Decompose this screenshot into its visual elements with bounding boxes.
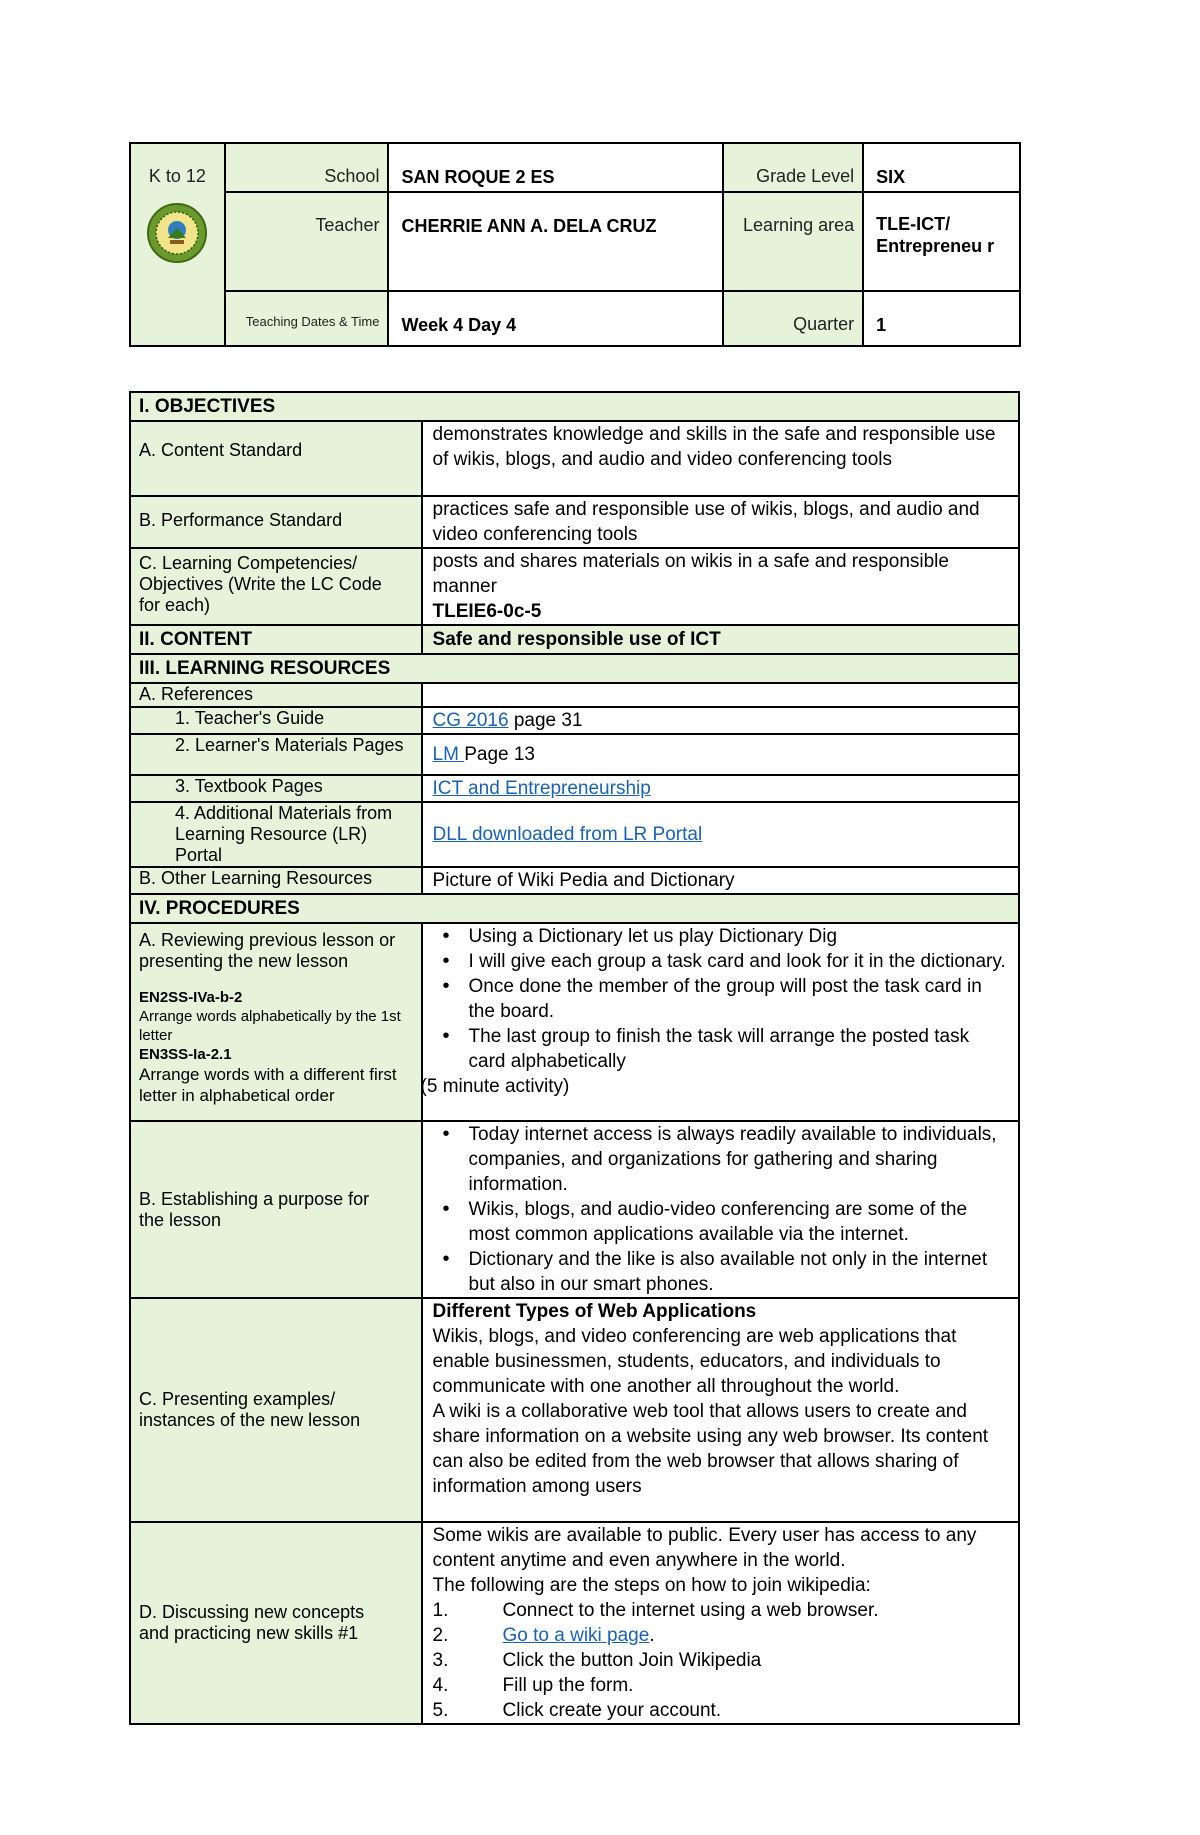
procedure-a-code2: EN3SS-Ia-2.1	[139, 1046, 232, 1063]
list-item: • The last group to finish the task will arrange the posted task card alphabetically	[469, 1024, 1010, 1074]
learners-materials-label: 2. Learner's Materials Pages	[130, 734, 422, 775]
procedure-d-content	[422, 1522, 1019, 1724]
procedure-a-code1: EN2SS-IVa-b-2	[139, 989, 243, 1006]
objectives-heading: I. OBJECTIVES	[130, 392, 1019, 421]
procedure-c-title: Different Types of Web Applications	[432, 1301, 757, 1322]
list-item: 2. Go to a wiki page.	[432, 1625, 655, 1646]
k12-label: K to 12	[148, 166, 206, 186]
additional-materials-link[interactable]: DLL downloaded from LR Portal	[432, 824, 703, 845]
procedure-a-label: A. Reviewing previous lesson or presenting the new lesson	[139, 930, 396, 971]
teachers-guide-cell	[422, 707, 1019, 734]
school-label: School	[225, 143, 389, 192]
teacher-value: CHERRIE ANN A. DELA CRUZ	[388, 192, 723, 291]
k12-cell	[130, 143, 225, 346]
learners-materials-page: Page 13	[464, 744, 535, 765]
procedure-d-paragraph2: The following are the steps on how to join wikipedia:	[432, 1575, 871, 1596]
list-item: 5. Click create your account.	[432, 1700, 722, 1721]
procedures-heading: IV. PROCEDURES	[130, 894, 1019, 923]
area-value: TLE-ICT/ Entrepreneu r	[863, 192, 1020, 291]
performance-standard-label: B. Performance Standard	[130, 496, 422, 548]
procedure-a-content	[422, 923, 1019, 1121]
competencies-cell	[422, 548, 1019, 625]
procedure-b-label: B. Establishing a purpose for the lesson	[130, 1121, 422, 1298]
competencies-value: posts and shares materials on wikis in a safe and responsible manner	[432, 551, 949, 597]
competencies-label: C. Learning Competencies/ Objectives (Write the LC Code for each)	[130, 548, 422, 625]
dates-label: Teaching Dates & Time	[225, 291, 389, 346]
other-resources-label: B. Other Learning Resources	[130, 867, 422, 894]
procedure-b-content	[422, 1121, 1019, 1298]
textbook-pages-cell	[422, 775, 1019, 802]
teacher-label: Teacher	[225, 192, 389, 291]
content-value: Safe and responsible use of ICT	[422, 625, 1019, 654]
performance-standard-value: practices safe and responsible use of wikis, blogs, and audio and video conferencing tools	[422, 496, 1019, 548]
references-label: A. References	[130, 683, 422, 707]
procedure-d-label: D. Discussing new concepts and practicing new skills #1	[130, 1522, 422, 1724]
wiki-page-link[interactable]: Go to a wiki page	[502, 1625, 650, 1646]
textbook-pages-link[interactable]: ICT and Entrepreneurship	[432, 778, 651, 799]
procedure-a-list	[433, 924, 1010, 1074]
content-heading: II. CONTENT	[130, 625, 422, 654]
content-standard-value: demonstrates knowledge and skills in the safe and responsible use of wikis, blogs, and audio and video conferencing tools	[422, 421, 1019, 496]
deped-seal-icon	[146, 202, 208, 264]
dates-value: Week 4 Day 4	[388, 291, 723, 346]
procedure-a-note2: Arrange words with a different first letter in alphabetical order	[139, 1065, 397, 1105]
teachers-guide-link[interactable]: CG 2016	[432, 710, 509, 731]
procedure-a-note1: Arrange words alphabetically by the 1st letter	[139, 1008, 401, 1044]
learners-materials-cell	[422, 734, 1019, 775]
list-item: • Once done the member of the group will post the task card in the board.	[469, 974, 1010, 1024]
list-item: 1. Connect to the internet using a web browser.	[432, 1600, 879, 1621]
additional-materials-label: 4. Additional Materials from Learning Resource (LR) Portal	[130, 802, 422, 867]
list-item: 4. Fill up the form.	[432, 1675, 634, 1696]
list-item: 3. Click the button Join Wikipedia	[432, 1650, 762, 1671]
dll-table	[129, 391, 1020, 1725]
learners-materials-link[interactable]: LM	[432, 744, 465, 765]
teachers-guide-page: page 31	[508, 710, 583, 731]
references-value	[422, 683, 1019, 707]
grade-value: SIX	[863, 143, 1020, 192]
procedure-d-paragraph1: Some wikis are available to public. Every user has access to any content anytime and even anywhere in the world.	[432, 1525, 977, 1571]
area-label: Learning area	[723, 192, 863, 291]
list-item: • I will give each group a task card and look for it in the dictionary.	[469, 949, 1010, 974]
grade-label: Grade Level	[723, 143, 863, 192]
resources-heading: III. LEARNING RESOURCES	[130, 654, 1019, 683]
procedure-c-content	[422, 1298, 1019, 1522]
school-value: SAN ROQUE 2 ES	[388, 143, 723, 192]
procedure-a-cell	[130, 923, 422, 1121]
quarter-label: Quarter	[723, 291, 863, 346]
procedure-d-steps	[433, 1598, 1010, 1723]
other-resources-value: Picture of Wiki Pedia and Dictionary	[422, 867, 1019, 894]
list-item: • Wikis, blogs, and audio-video conferencing are some of the most common applications available via the internet.	[469, 1197, 1010, 1247]
content-standard-label: A. Content Standard	[130, 421, 422, 496]
procedure-c-label: C. Presenting examples/ instances of the new lesson	[130, 1298, 422, 1522]
additional-materials-cell	[422, 802, 1019, 867]
header-table	[129, 142, 1021, 347]
list-item: • Using a Dictionary let us play Dictionary Dig	[469, 924, 1010, 949]
procedure-c-paragraph1: Wikis, blogs, and video conferencing are web applications that enable businessmen, students, educators, and individuals to communicate with one another all throughout the world.	[432, 1326, 957, 1397]
procedure-b-list	[433, 1122, 1010, 1297]
lc-code: TLEIE6-0c-5	[432, 601, 542, 622]
textbook-pages-label: 3. Textbook Pages	[130, 775, 422, 802]
list-item: • Today internet access is always readily available to individuals, companies, and organizations for gathering and sharing information.	[469, 1122, 1010, 1197]
list-item: • Dictionary and the like is also available not only in the internet but also in our smart phones.	[469, 1247, 1010, 1297]
quarter-value: 1	[863, 291, 1020, 346]
procedure-c-paragraph2: A wiki is a collaborative web tool that allows users to create and share information on a website using any web browser. Its content can also be edited from the web browser that allows sharing of information among users	[432, 1401, 989, 1497]
teachers-guide-label: 1. Teacher's Guide	[130, 707, 422, 734]
procedure-a-time: (5 minute activity)	[420, 1076, 570, 1097]
